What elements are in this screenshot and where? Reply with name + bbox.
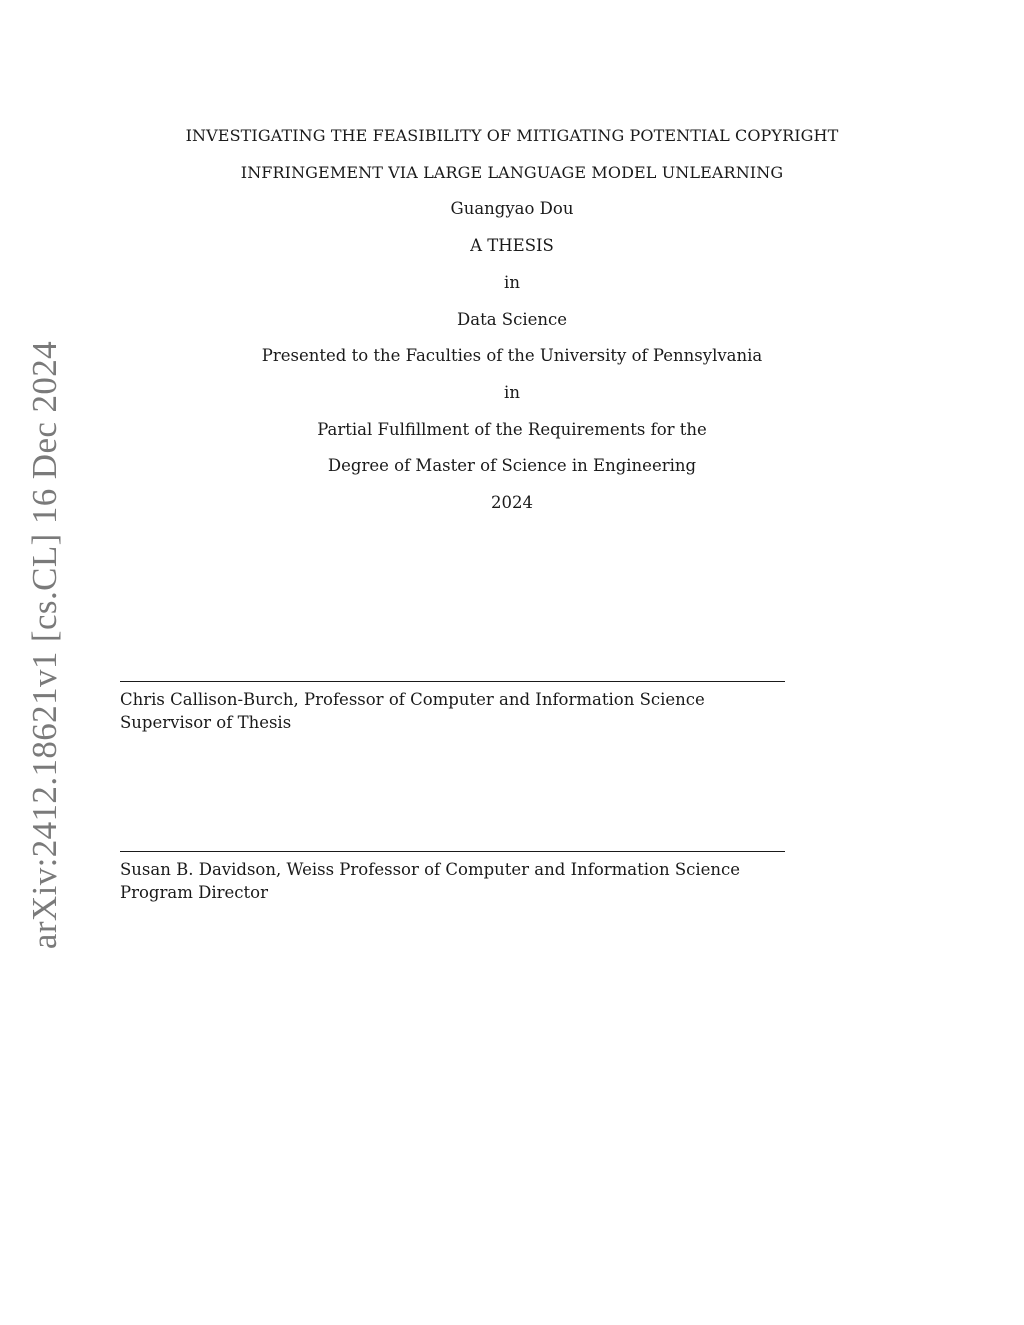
connector-in-2: in (504, 382, 520, 402)
supervisor-name: Chris Callison-Burch, Professor of Computer and Information Science (120, 690, 705, 709)
director-name: Susan B. Davidson, Weiss Professor of Computer and Information Science (120, 860, 741, 879)
connector-in-1: in (504, 272, 520, 292)
director-role: Program Director (120, 883, 268, 902)
supervisor-signature-block (120, 681, 785, 734)
field-of-study: Data Science (457, 309, 567, 329)
fulfillment-statement: Partial Fulfillment of the Requirements for the (317, 419, 707, 439)
thesis-title-line-1: INVESTIGATING THE FEASIBILITY OF MITIGATING POTENTIAL COPYRIGHT (185, 126, 839, 145)
title-page-header (0, 118, 1024, 522)
document-type: A THESIS (470, 236, 554, 256)
thesis-title-line-2: INFRINGEMENT VIA LARGE LANGUAGE MODEL UNLEARNING (240, 162, 784, 182)
year: 2024 (491, 493, 533, 513)
presented-to: Presented to the Faculties of the University of Pennsylvania (261, 346, 763, 366)
signature-line (120, 681, 785, 682)
supervisor-role: Supervisor of Thesis (120, 713, 292, 732)
author-name: Guangyao Dou (450, 199, 574, 219)
arxiv-identifier: arXiv:2412.18621v1 [cs.CL] 16 Dec 2024 (25, 340, 64, 950)
signature-line (120, 851, 785, 852)
degree-name: Degree of Master of Science in Engineering (327, 456, 697, 476)
director-signature-block (120, 851, 785, 904)
